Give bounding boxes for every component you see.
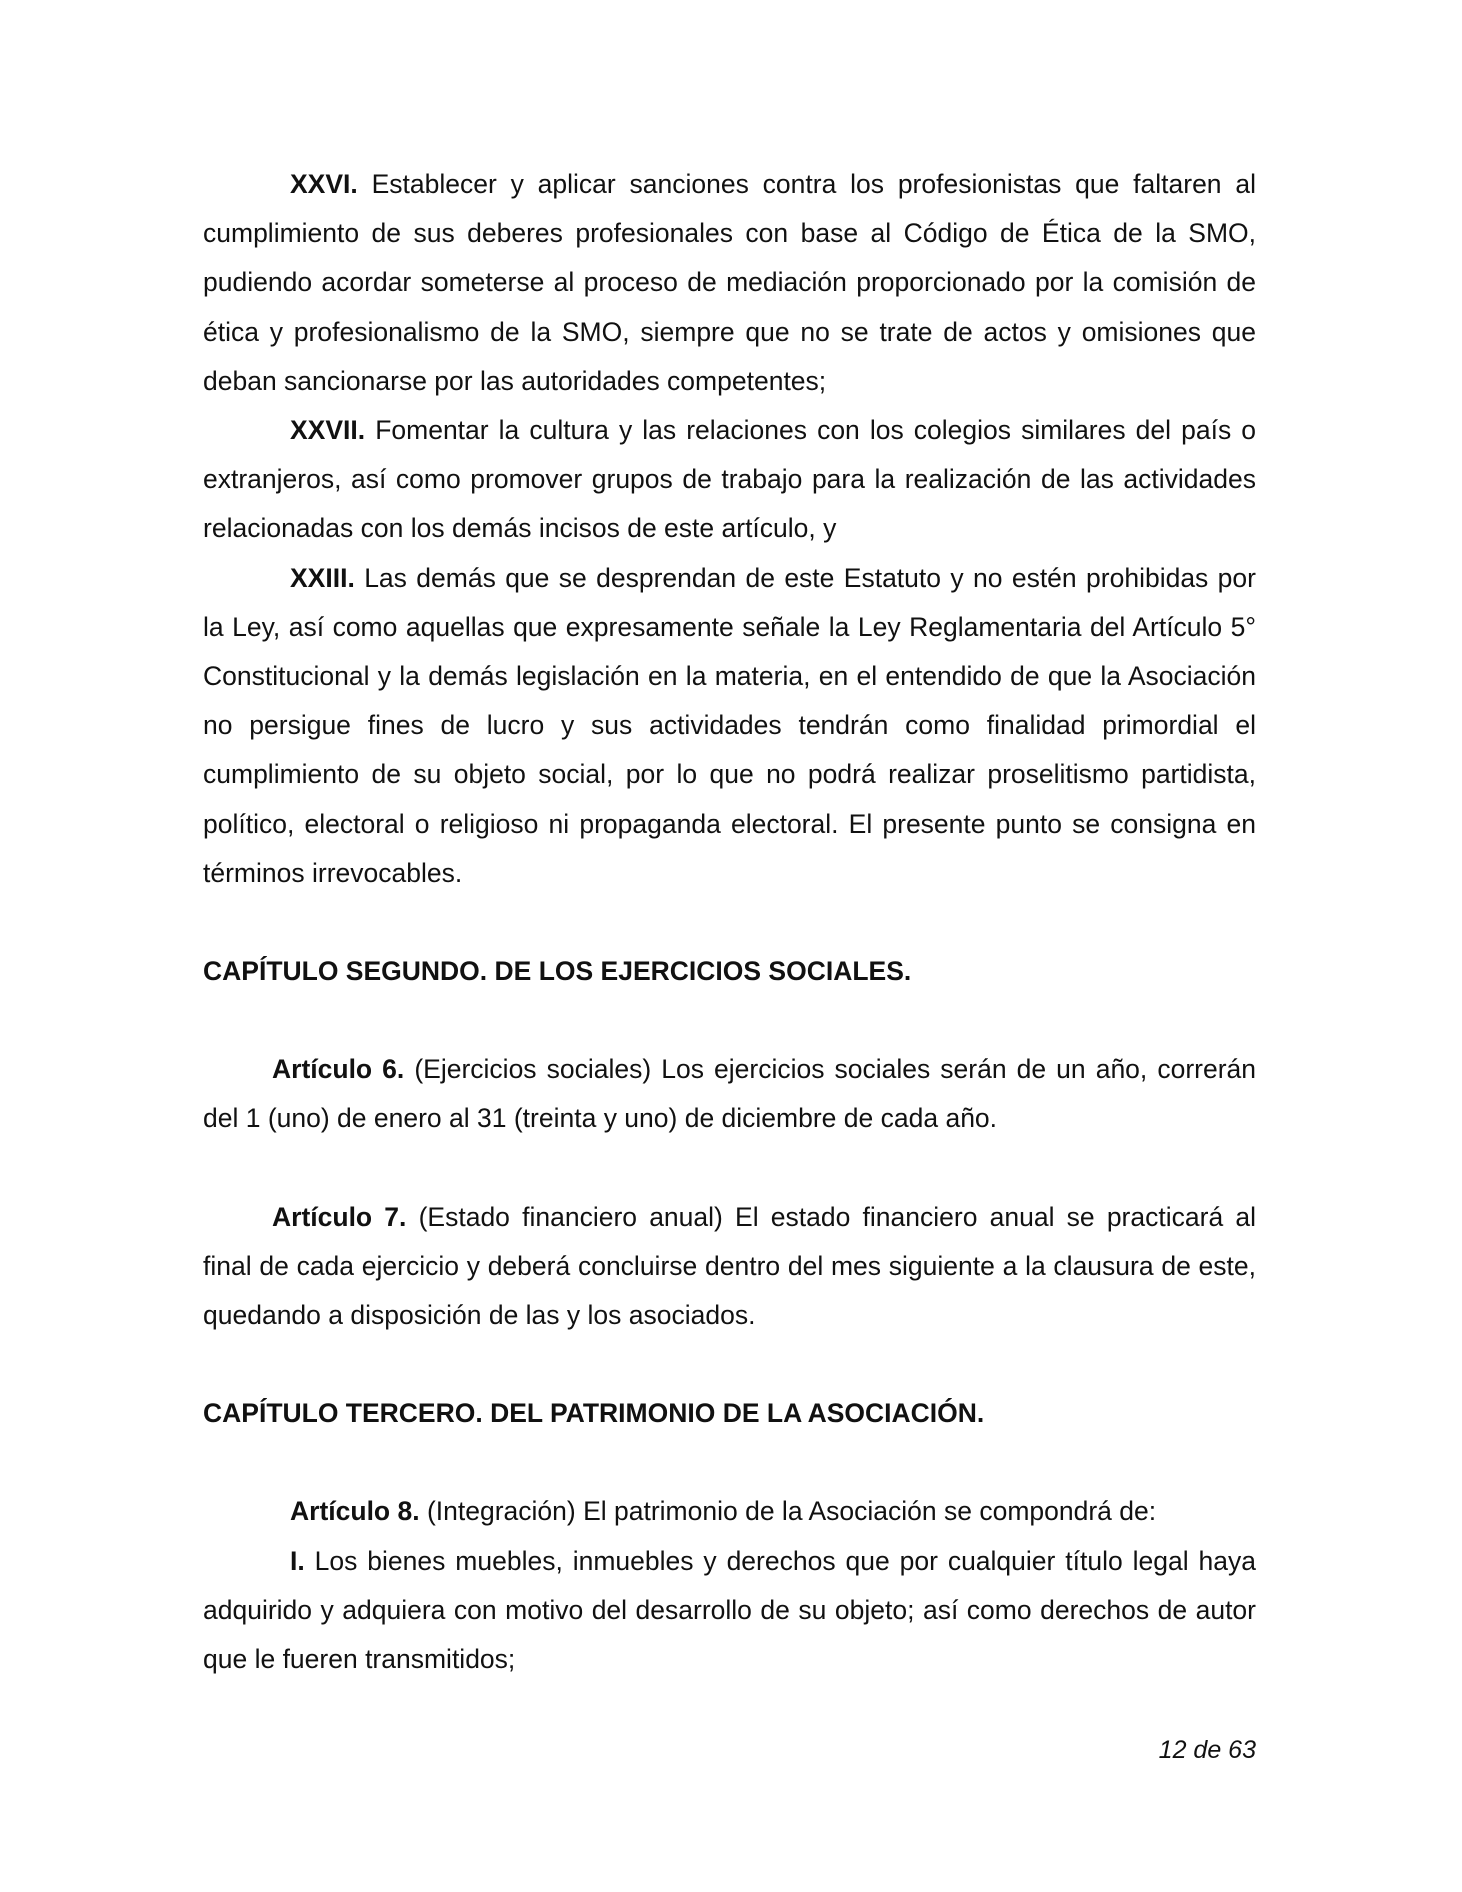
spacer (203, 1144, 1256, 1193)
article-text: (Ejercicios sociales) Los ejercicios sociales serán de un año, correrán del 1 (uno) de enero al 31 (treinta y uno) de diciembre de cada año. (203, 1054, 1257, 1134)
paragraph-label: XXVI. (290, 169, 358, 199)
page-number: 12 de 63 (1158, 1736, 1256, 1764)
article-8 (203, 1487, 1256, 1536)
document-page (203, 160, 1256, 1684)
spacer (203, 1438, 1256, 1487)
article-label: Artículo 7. (272, 1201, 407, 1232)
item-label: I. (290, 1545, 305, 1576)
paragraph-text: Las demás que se desprendan de este Estatuto y no estén prohibidas por la Ley, así como aquellas que expresamente señale la Ley Reglamentaria del Artículo 5° Constitucional y la demás legislación en la materia, en el entendido de que la Asociación no persigue fines de lucro y sus actividades tendrán como finalidad primordial el cumplimiento de su objeto social, por lo que no podrá realizar proselitismo partidista, político, electoral o religioso ni propaganda electoral. El presente punto se consigna en términos irrevocables. (203, 562, 1256, 888)
paragraph-xxvi (203, 160, 1256, 406)
item-i (203, 1537, 1256, 1685)
article-6 (203, 1045, 1256, 1143)
article-text: (Estado financiero anual) El estado financiero anual se practicará al final de cada ejercicio y deberá concluirse dentro del mes siguiente a la clausura de este, quedando a disposición de las y los asociados. (203, 1201, 1256, 1331)
article-text: (Integración) El patrimonio de la Asociación se compondrá de: (426, 1496, 1157, 1527)
article-label: Artículo 8. (290, 1496, 420, 1527)
spacer (203, 898, 1256, 947)
article-label: Artículo 6. (272, 1054, 405, 1085)
article-7 (203, 1193, 1256, 1341)
spacer (203, 1340, 1256, 1389)
paragraph-xxvii (203, 406, 1256, 554)
paragraph-label: XXVII. (290, 415, 366, 446)
paragraph-xxiii (203, 554, 1256, 898)
paragraph-label: XXIII. (290, 562, 355, 593)
chapter-heading-segundo: CAPÍTULO SEGUNDO. DE LOS EJERCICIOS SOCIALES. (203, 956, 912, 987)
chapter-heading-tercero: CAPÍTULO TERCERO. DEL PATRIMONIO DE LA ASOCIACIÓN. (203, 1398, 985, 1429)
spacer (203, 996, 1256, 1045)
paragraph-text: Establecer y aplicar sanciones contra los profesionistas que faltaren al cumplimiento de sus deberes profesionales con base al Código de Ética de la SMO, pudiendo acordar someterse al proceso de mediación proporcionado por la comisión de ética y profesionalismo de la SMO, siempre que no se trate de actos y omisiones que deban sancionarse por las autoridades competentes; (203, 169, 1256, 396)
paragraph-text: Fomentar la cultura y las relaciones con los colegios similares del país o extranjeros, así como promover grupos de trabajo para la realización de las actividades relacionadas con los demás incisos de este artículo, y (203, 415, 1256, 544)
item-text: Los bienes muebles, inmuebles y derechos que por cualquier título legal haya adquirido y adquiera con motivo del desarrollo de su objeto; así como derechos de autor que le fueren transmitidos; (203, 1545, 1256, 1675)
